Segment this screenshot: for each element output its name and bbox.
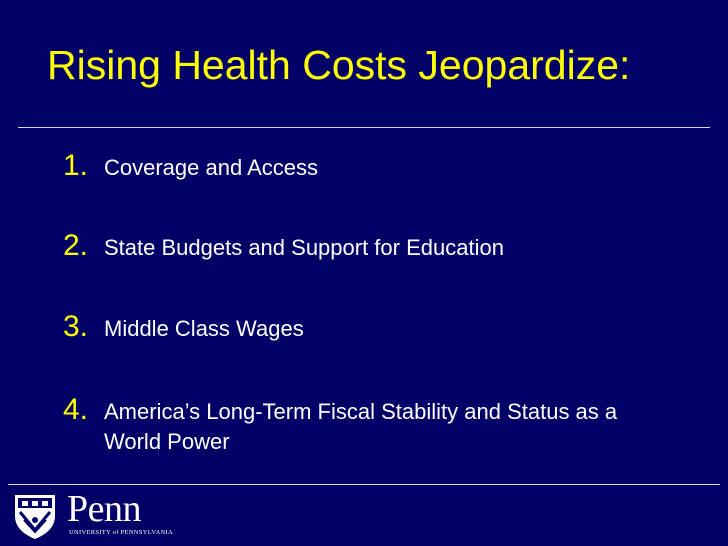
slide-title: Rising Health Costs Jeopardize:: [47, 42, 631, 88]
footer-divider: [8, 484, 720, 485]
list-item-text: Middle Class Wages: [104, 316, 304, 341]
penn-tagline: UNIVERSITY of PENNSYLVANIA: [69, 529, 173, 536]
title-divider: [18, 127, 710, 128]
list-item-number: 1.: [63, 149, 89, 182]
penn-logo: [12, 488, 173, 542]
list-item-number: 2.: [63, 229, 89, 262]
list-item-number: 3.: [63, 310, 89, 343]
list-item-text: State Budgets and Support for Education: [104, 235, 504, 260]
list-item-text: Coverage and Access: [104, 155, 319, 180]
list-item-number: 4.: [63, 393, 89, 426]
penn-shield-icon: [12, 492, 58, 540]
penn-wordmark: Penn: [67, 488, 141, 530]
list-item-text: America’s Long-Term Fiscal Stability and Status as a World Power: [104, 399, 618, 454]
